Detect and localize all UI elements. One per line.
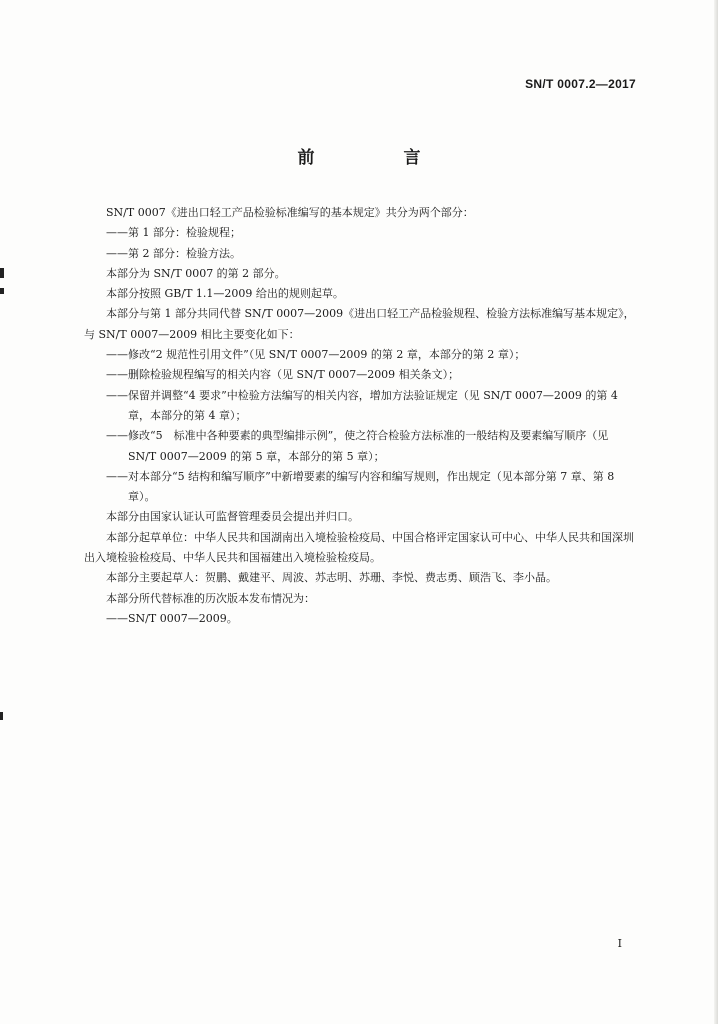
list-item: ——删除检验规程编写的相关内容（见 SN/T 0007—2009 相关条文）； — [106, 368, 460, 382]
foreword-body — [84, 203, 636, 629]
list-item: ——修改“5 标准中各种要素的典型编排示例”，使之符合检验方法标准的一般结构及要素编写顺序（见 SN/T 0007—2009 的第 5 章，本部分的第 5 章）； — [106, 429, 609, 463]
paragraph: 本部分主要起草人：贺鹏、戴建平、周波、苏志明、苏珊、李悦、费志勇、顾浩飞、李小晶。 — [106, 571, 557, 585]
list-item: ——SN/T 0007—2009。 — [106, 611, 238, 625]
paragraph: 本部分为 SN/T 0007 的第 2 部分。 — [106, 266, 286, 280]
standard-code: SN/T 0007.2—2017 — [525, 77, 636, 91]
list-item: ——保留并调整“4 要求”中检验方法编写的相关内容，增加方法验证规定（见 SN/T 0007—2009 的第 4 章，本部分的第 4 章）； — [106, 388, 618, 422]
page-number: I — [617, 937, 622, 950]
scan-mark — [0, 268, 4, 278]
paragraph: 本部分按照 GB/T 1.1—2009 给出的规则起草。 — [106, 287, 344, 301]
scan-mark — [0, 288, 4, 294]
paragraph: 本部分起草单位：中华人民共和国湖南出入境检验检疫局、中国合格评定国家认可中心、中华人民共和国深圳出入境检验检疫局、中华人民共和国福建出入境检验检疫局。 — [84, 530, 634, 565]
paragraph: 本部分所代替标准的历次版本发布情况为： — [106, 591, 315, 605]
paragraph: SN/T 0007《进出口轻工产品检验标准编写的基本规定》共分为两个部分： — [106, 206, 474, 219]
paragraph: 本部分由国家认证认可监督管理委员会提出并归口。 — [106, 510, 359, 524]
list-item: ——第 1 部分：检验规程； — [106, 226, 241, 240]
list-item: ——修改“2 规范性引用文件”（见 SN/T 0007—2009 的第 2 章，本部分的第 2 章）； — [106, 348, 526, 362]
scan-mark — [0, 712, 3, 720]
page-title: 前 言 — [297, 148, 457, 168]
list-item: ——对本部分“5 结构和编写顺序”中新增要素的编写内容和编写规则，作出规定（见本部分第 7 章、第 8 章）。 — [106, 469, 615, 504]
paragraph: 本部分与第 1 部分共同代替 SN/T 0007—2009《进出口轻工产品检验规程、检验方法标准编写基本规定》，与 SN/T 0007—2009 相比主要变化如下： — [84, 307, 635, 341]
list-item: ——第 2 部分：检验方法。 — [106, 246, 241, 260]
